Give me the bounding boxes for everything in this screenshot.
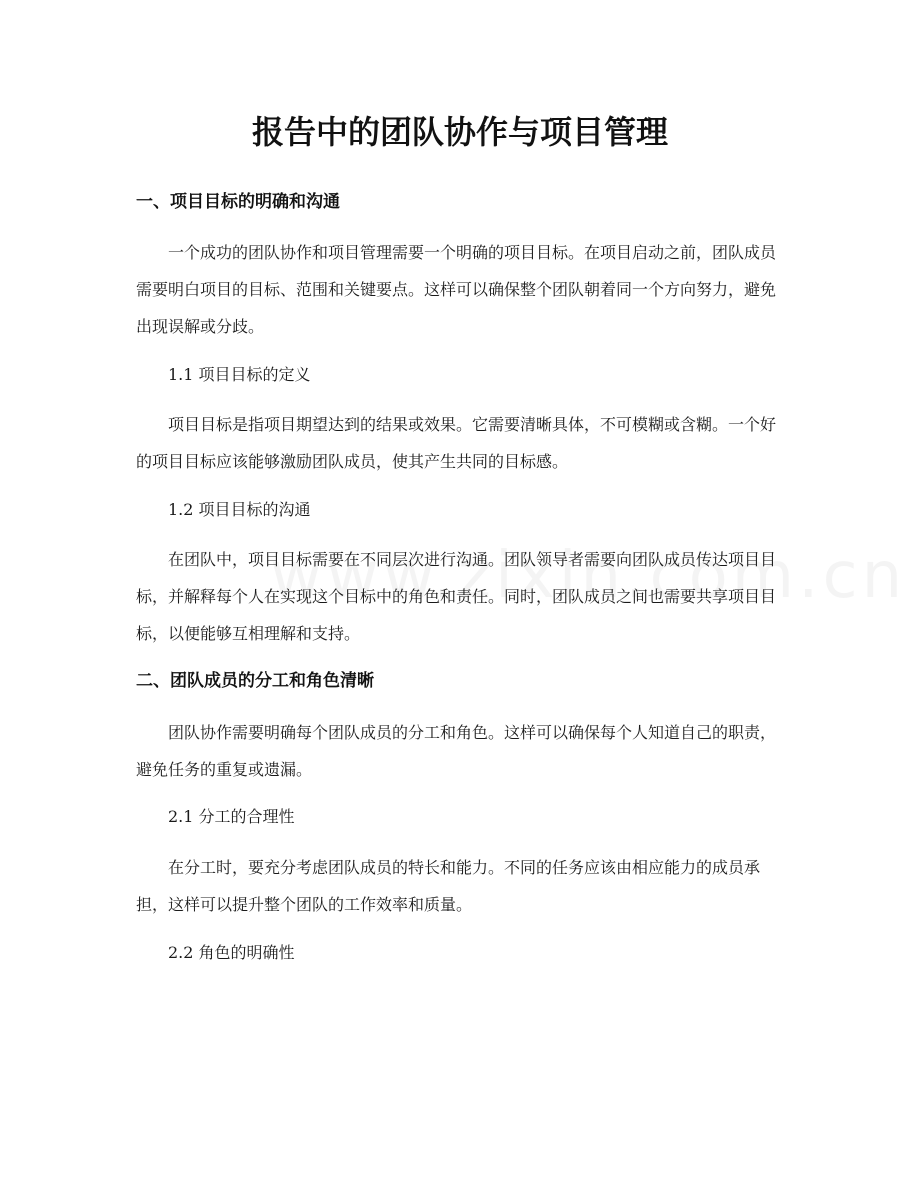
section-2-intro: 团队协作需要明确每个团队成员的分工和角色。这样可以确保每个人知道自己的职责，避免任务的重复或遗漏。 — [136, 723, 777, 779]
subsection-heading-2-2: 2.2 角色的明确性 — [168, 943, 295, 962]
subsection-heading-1-1: 1.1 项目目标的定义 — [168, 365, 311, 384]
subsection-1-2-body: 在团队中，项目目标需要在不同层次进行沟通。团队领导者需要向团队成员传达项目目标，并解释每个人在实现这个目标中的角色和责任。同时，团队成员之间也需要共享项目目标，以便能够互相理解和支持。 — [136, 550, 777, 643]
subsection-1-1-body: 项目目标是指项目期望达到的结果或效果。它需要清晰具体，不可模糊或含糊。一个好的项目目标应该能够激励团队成员，使其产生共同的目标感。 — [136, 415, 777, 471]
subsection-2-1-body: 在分工时，要充分考虑团队成员的特长和能力。不同的任务应该由相应能力的成员承担，这样可以提升整个团队的工作效率和质量。 — [136, 858, 761, 914]
subsection-heading-2-1: 2.1 分工的合理性 — [168, 807, 295, 826]
section-heading-2: 二、团队成员的分工和角色清晰 — [136, 671, 374, 691]
section-1-intro: 一个成功的团队协作和项目管理需要一个明确的项目目标。在项目启动之前，团队成员需要明白项目的目标、范围和关键要点。这样可以确保整个团队朝着同一个方向努力，避免出现误解或分歧。 — [136, 243, 777, 336]
section-heading-1: 一、项目目标的明确和沟通 — [136, 192, 340, 212]
subsection-heading-1-2: 1.2 项目目标的沟通 — [168, 500, 311, 519]
page-title: 报告中的团队协作与项目管理 — [251, 113, 668, 151]
